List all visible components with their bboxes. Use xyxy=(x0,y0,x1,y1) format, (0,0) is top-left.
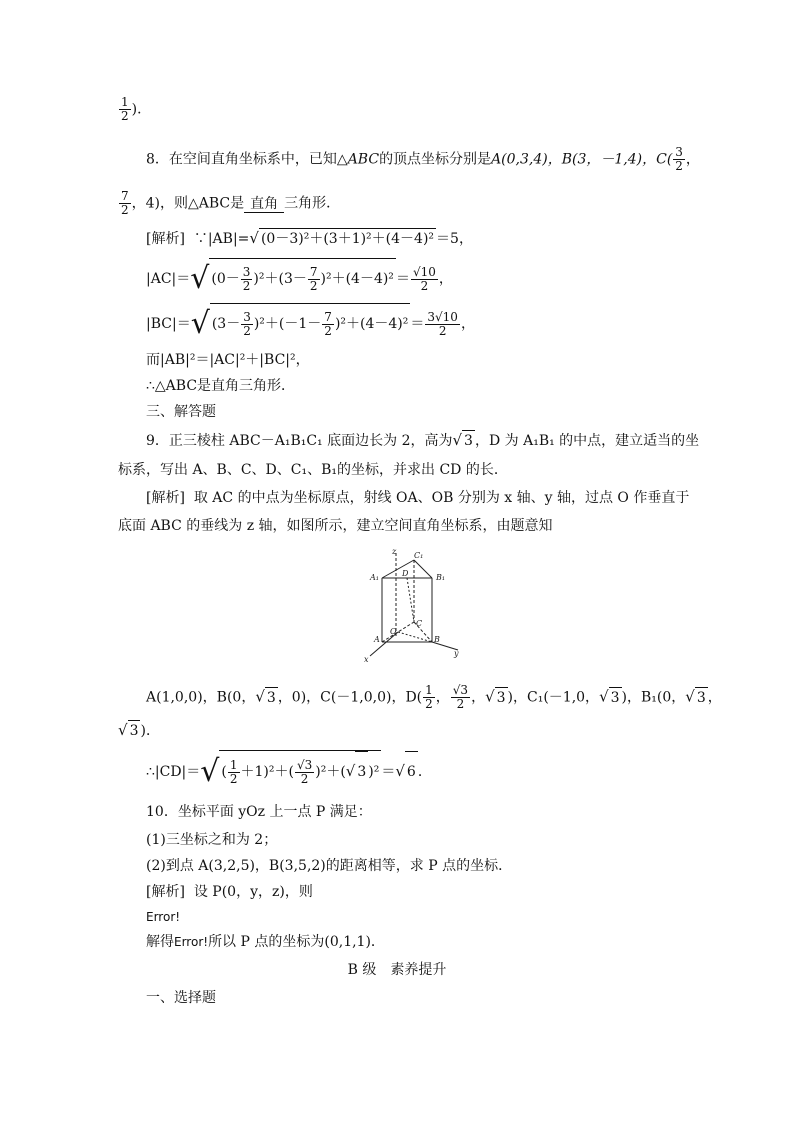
coordinates-line-1: A(1,0,0)，B(0，√ 3 ，0)，C(－1,0,0)，D( $\frac{1}{2}$ ， $\frac{√3}{2}$ ，√ 3 )，C₁(－1,0，√ 3 )，B₁(0，√ 3 ， xyxy=(146,683,722,711)
label-b1: B₁ xyxy=(436,573,446,582)
question-10-line-2: (1)三坐标之和为 2； xyxy=(146,832,278,848)
label-d: D xyxy=(402,569,409,578)
label-c: C xyxy=(416,619,423,628)
question-9-line-2: 标系，写出 A、B、C、D、C₁、B₁的坐标，并求出 CD 的长． xyxy=(118,462,508,478)
solution-8-line-ac: |AC|＝√ (0－ $\frac{3}{2}$ )²＋(3－ $\frac{7}{2}$ )²＋(4－4)² ＝ $\frac{√10}{2}$ ， xyxy=(146,258,453,299)
section-heading-3: 三、解答题 xyxy=(146,404,216,420)
question-8-line-1: 8．在空间直角坐标系中，已知△ABC的顶点坐标分别是A(0,3,4)，B(3，－1,4)，C( $\frac{3}{2}$ ， xyxy=(146,145,700,173)
error-text-1: Error! xyxy=(146,910,181,924)
top-fraction-line: $\frac{1}{2}$ )． xyxy=(121,95,152,123)
solution-9-line-1: [解析] 取 AC 的中点为坐标原点，射线 OA、OB 分别为 x 轴、y 轴，过点 O 作垂直于 xyxy=(146,490,690,506)
solution-8-relation: 而|AB|²＝|AC|²＋|BC|²， xyxy=(146,352,310,368)
label-y: y xyxy=(454,649,459,658)
label-z: z xyxy=(392,547,397,556)
solution-10-line-3: 解得Error!所以 P 点的坐标为(0,1,1)． xyxy=(146,934,385,950)
label-o: O xyxy=(390,627,397,636)
solution-tag: [解析] xyxy=(146,490,185,506)
answer-blank: 直角 xyxy=(244,196,284,213)
question-10-line-3: (2)到点 A(3,2,5)，B(3,5,2)的距离相等，求 P 点的坐标． xyxy=(146,858,513,874)
prism-figure xyxy=(362,546,472,668)
solution-8-line-1: [解析] ∵|AB|=√ (0－3)²＋(3＋1)²＋(4－4)² ＝5， xyxy=(146,229,473,247)
cd-length-line: ∴|CD|＝√ ( $\frac{1}{2}$ ＋1)²＋( $\frac{√3}{2}$ )²＋(√ 3 )² ＝√ 6 ． xyxy=(146,750,432,792)
radical-sign: √ xyxy=(249,229,259,247)
error-text-2: Error! xyxy=(174,935,209,949)
label-b: B xyxy=(434,635,440,644)
solution-9-line-2: 底面 ABC 的垂线为 z 轴，如图所示，建立空间直角坐标系，由题意知 xyxy=(118,518,553,534)
question-8-line-2: $\frac{7}{2}$ ，4)，则△ABC是 直角 三角形． xyxy=(121,189,341,217)
coordinates-line-2: √ 3 )． xyxy=(118,721,160,739)
solution-tag: [解析] xyxy=(146,231,185,247)
fraction: $\frac{1}{2}$ xyxy=(121,95,129,123)
label-x: x xyxy=(364,655,369,664)
solution-8-conclusion: ∴△ABC是直角三角形． xyxy=(146,378,296,394)
label-a: A xyxy=(374,635,380,644)
level-b-heading: B 级 素养提升 xyxy=(347,962,447,978)
question-9-line-1: 9．正三棱柱 ABC－A₁B₁C₁ 底面边长为 2，高为√ 3 ，D 为 A₁B₁ 的中点，建立适当的坐 xyxy=(146,431,700,449)
solution-8-line-bc: |BC|＝√ (3－ $\frac{3}{2}$ )²＋(－1－ $\frac{7}{2}$ )²＋(4－4)² ＝ $\frac{3√10}{2}$ ， xyxy=(146,303,475,344)
section-heading-1: 一、选择题 xyxy=(146,990,216,1006)
solution-tag: [解析] xyxy=(146,884,185,900)
solution-10-line-1: [解析] 设 P(0，y，z)，则 xyxy=(146,884,313,900)
question-10-line-1: 10．坐标平面 yOz 上一点 P 满足： xyxy=(146,804,372,820)
label-a1: A₁ xyxy=(370,573,379,582)
label-c1: C₁ xyxy=(414,551,424,560)
